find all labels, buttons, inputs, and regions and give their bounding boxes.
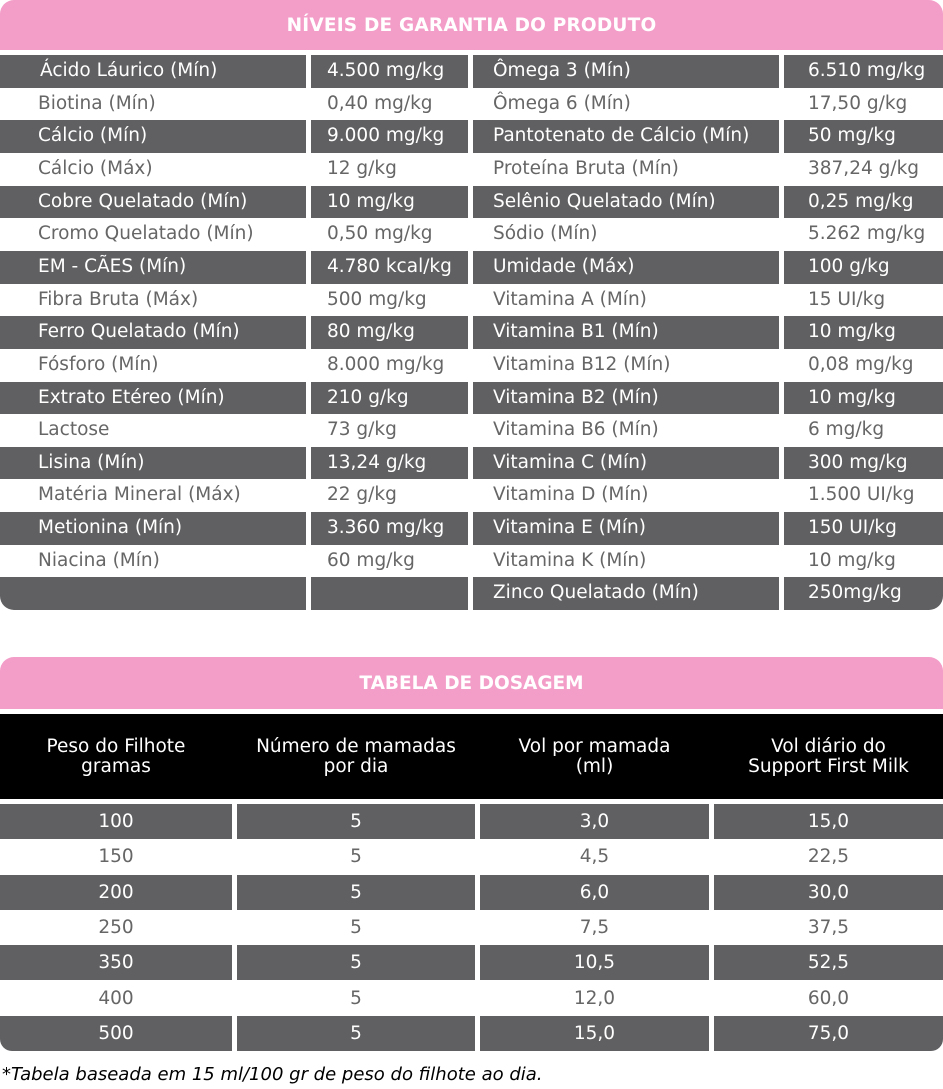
nutrient-value: 0,25 mg/kg — [784, 186, 943, 219]
volume-per-feeding-cell: 12,0 — [480, 981, 709, 1016]
dosage-row — [0, 945, 943, 980]
guarantee-row — [0, 545, 943, 578]
nutrient-value: 17,50 g/kg — [784, 88, 943, 121]
nutrient-value: 0,50 mg/kg — [311, 218, 468, 251]
nutrient-name: Zinco Quelatado (Mín) — [473, 577, 779, 610]
guarantee-row — [0, 251, 943, 284]
nutrient-name: Proteína Bruta (Mín) — [473, 153, 779, 186]
nutrient-value: 50 mg/kg — [784, 120, 943, 153]
dosage-row — [0, 981, 943, 1016]
guarantee-row — [0, 153, 943, 186]
dosage-row — [0, 804, 943, 839]
nutrient-value: 10 mg/kg — [784, 316, 943, 349]
nutrient-value: 10 mg/kg — [784, 545, 943, 578]
nutrient-value: 1.500 UI/kg — [784, 479, 943, 512]
nutrient-name: Extrato Etéreo (Mín) — [0, 382, 306, 415]
dosage-table-title: TABELA DE DOSAGEM — [0, 657, 943, 709]
nutrient-name: Pantotenato de Cálcio (Mín) — [473, 120, 779, 153]
daily-volume-cell: 30,0 — [714, 875, 943, 910]
daily-volume-cell: 60,0 — [714, 981, 943, 1016]
nutrient-value: 150 UI/kg — [784, 512, 943, 545]
column-header-feedings-per-day: Número de mamadas por dia — [256, 735, 456, 777]
nutrient-name: Sódio (Mín) — [473, 218, 779, 251]
nutrient-name: Vitamina B12 (Mín) — [473, 349, 779, 382]
feedings-cell: 5 — [237, 945, 475, 980]
nutrient-value: 12 g/kg — [311, 153, 468, 186]
nutrient-value: 8.000 mg/kg — [311, 349, 468, 382]
daily-volume-cell: 22,5 — [714, 839, 943, 874]
nutrient-value: 13,24 g/kg — [311, 447, 468, 480]
guarantee-row — [0, 577, 943, 610]
guarantee-table-title: NÍVEIS DE GARANTIA DO PRODUTO — [0, 0, 943, 50]
dosage-row — [0, 875, 943, 910]
guarantee-row — [0, 88, 943, 121]
nutrient-value — [311, 577, 468, 610]
volume-per-feeding-cell: 10,5 — [480, 945, 709, 980]
nutrient-value: 6 mg/kg — [784, 414, 943, 447]
feedings-cell: 5 — [237, 875, 475, 910]
guarantee-row — [0, 316, 943, 349]
nutrient-value: 15 UI/kg — [784, 284, 943, 317]
dosage-table-column-headers — [0, 714, 943, 799]
volume-per-feeding-cell: 6,0 — [480, 875, 709, 910]
feedings-cell: 5 — [237, 804, 475, 839]
nutrient-name: Ômega 6 (Mín) — [473, 88, 779, 121]
guarantee-row — [0, 479, 943, 512]
daily-volume-cell: 37,5 — [714, 910, 943, 945]
nutrient-value: 500 mg/kg — [311, 284, 468, 317]
nutrient-name: Cobre Quelatado (Mín) — [0, 186, 306, 219]
guarantee-row — [0, 120, 943, 153]
guarantee-row — [0, 218, 943, 251]
nutrient-value: 22 g/kg — [311, 479, 468, 512]
nutrient-name: EM - CÃES (Mín) — [0, 251, 306, 284]
puppy-weight-cell: 350 — [0, 945, 232, 980]
nutrient-value: 60 mg/kg — [311, 545, 468, 578]
nutrient-name: Vitamina K (Mín) — [473, 545, 779, 578]
nutrient-value: 80 mg/kg — [311, 316, 468, 349]
column-header-puppy-weight: Peso do Filhote gramas — [46, 735, 186, 777]
nutrient-value: 10 mg/kg — [311, 186, 468, 219]
nutrient-name: Lisina (Mín) — [0, 447, 306, 480]
nutrient-name: Lactose — [0, 414, 306, 447]
nutrient-value: 0,08 mg/kg — [784, 349, 943, 382]
nutrient-value: 4.780 kcal/kg — [311, 251, 468, 284]
nutrient-value: 387,24 g/kg — [784, 153, 943, 186]
volume-per-feeding-cell: 15,0 — [480, 1016, 709, 1051]
puppy-weight-cell: 150 — [0, 839, 232, 874]
nutrient-name: Matéria Mineral (Máx) — [0, 479, 306, 512]
guarantee-row — [0, 186, 943, 219]
nutrient-value: 10 mg/kg — [784, 382, 943, 415]
guarantee-row — [0, 382, 943, 415]
nutrient-name: Vitamina E (Mín) — [473, 512, 779, 545]
guarantee-row — [0, 55, 943, 88]
nutrient-name: Metionina (Mín) — [0, 512, 306, 545]
guarantee-row — [0, 349, 943, 382]
feedings-cell: 5 — [237, 910, 475, 945]
nutrient-value: 4.500 mg/kg — [311, 55, 468, 88]
daily-volume-cell: 52,5 — [714, 945, 943, 980]
nutrient-name: Vitamina D (Mín) — [473, 479, 779, 512]
nutrient-value: 73 g/kg — [311, 414, 468, 447]
nutrient-value: 3.360 mg/kg — [311, 512, 468, 545]
nutrient-name: Cromo Quelatado (Mín) — [0, 218, 306, 251]
nutrient-value: 250mg/kg — [784, 577, 943, 610]
nutrient-name: Fibra Bruta (Máx) — [0, 284, 306, 317]
guarantee-row — [0, 284, 943, 317]
nutrient-name: Biotina (Mín) — [0, 88, 306, 121]
feedings-cell: 5 — [237, 839, 475, 874]
nutrient-name: Vitamina B1 (Mín) — [473, 316, 779, 349]
puppy-weight-cell: 500 — [0, 1016, 232, 1051]
daily-volume-cell: 75,0 — [714, 1016, 943, 1051]
puppy-weight-cell: 200 — [0, 875, 232, 910]
nutrient-name: Umidade (Máx) — [473, 251, 779, 284]
nutrient-name: Ácido Láurico (Mín) — [0, 55, 306, 88]
nutrient-name: Cálcio (Mín) — [0, 120, 306, 153]
guarantee-row — [0, 447, 943, 480]
nutrient-value: 9.000 mg/kg — [311, 120, 468, 153]
nutrient-value: 0,40 mg/kg — [311, 88, 468, 121]
nutrient-name: Ferro Quelatado (Mín) — [0, 316, 306, 349]
dosage-row — [0, 839, 943, 874]
feedings-cell: 5 — [237, 981, 475, 1016]
feedings-cell: 5 — [237, 1016, 475, 1051]
nutrient-value: 210 g/kg — [311, 382, 468, 415]
puppy-weight-cell: 250 — [0, 910, 232, 945]
nutrient-name: Ômega 3 (Mín) — [473, 55, 779, 88]
nutrient-name: Niacina (Mín) — [0, 545, 306, 578]
daily-volume-cell: 15,0 — [714, 804, 943, 839]
volume-per-feeding-cell: 3,0 — [480, 804, 709, 839]
puppy-weight-cell: 400 — [0, 981, 232, 1016]
nutrient-value: 300 mg/kg — [784, 447, 943, 480]
nutrient-name: Fósforo (Mín) — [0, 349, 306, 382]
guarantee-table-body — [0, 55, 943, 610]
dosage-row — [0, 910, 943, 945]
nutrient-name: Vitamina B6 (Mín) — [473, 414, 779, 447]
nutrient-name: Vitamina A (Mín) — [473, 284, 779, 317]
nutrient-value: 5.262 mg/kg — [784, 218, 943, 251]
nutrient-name — [0, 577, 306, 610]
nutrient-value: 100 g/kg — [784, 251, 943, 284]
nutrient-name: Selênio Quelatado (Mín) — [473, 186, 779, 219]
puppy-weight-cell: 100 — [0, 804, 232, 839]
guarantee-row — [0, 512, 943, 545]
volume-per-feeding-cell: 4,5 — [480, 839, 709, 874]
dosage-footnote: *Tabela baseada em 15 ml/100 gr de peso do filhote ao dia. — [2, 1064, 543, 1085]
nutrient-name: Vitamina C (Mín) — [473, 447, 779, 480]
column-header-daily-volume: Vol diário do Support First Milk — [748, 735, 909, 777]
nutrient-value: 6.510 mg/kg — [784, 55, 943, 88]
guarantee-row — [0, 414, 943, 447]
nutrient-name: Vitamina B2 (Mín) — [473, 382, 779, 415]
column-header-volume-per-feeding: Vol por mamada (ml) — [518, 735, 671, 777]
dosage-row — [0, 1016, 943, 1051]
nutrient-name: Cálcio (Máx) — [0, 153, 306, 186]
volume-per-feeding-cell: 7,5 — [480, 910, 709, 945]
